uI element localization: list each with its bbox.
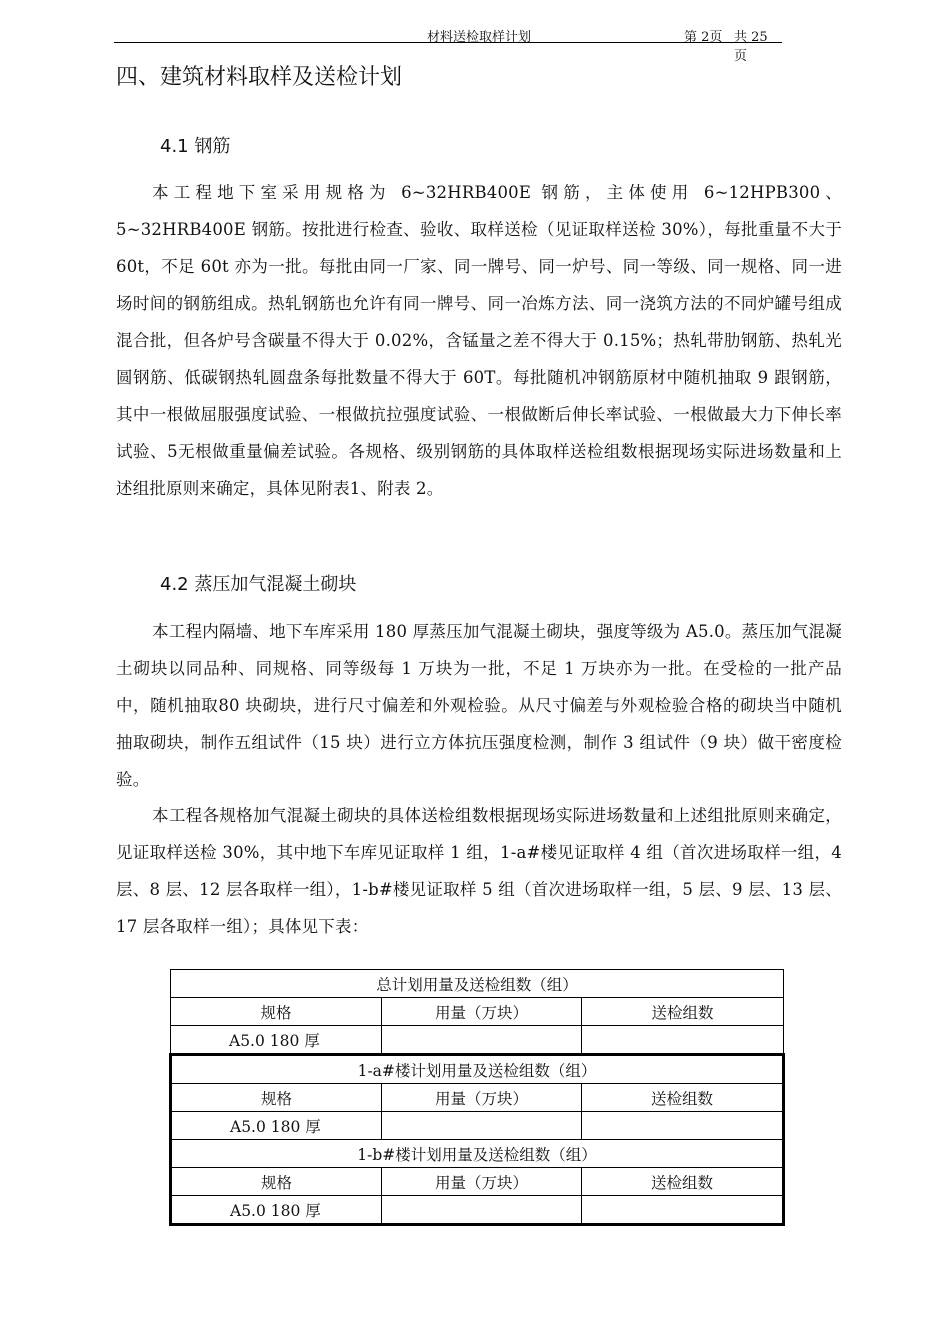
- column-header-spec: 规格: [171, 1168, 382, 1196]
- group-title: 总计划用量及送检组数（组）: [171, 970, 784, 998]
- sampling-plan-table: [169, 969, 785, 1226]
- table-row: [171, 1196, 784, 1225]
- table-row: [171, 1084, 784, 1112]
- column-header-amount: 用量（万块）: [382, 1084, 582, 1112]
- header-total-pages: 共 25 页: [734, 30, 768, 64]
- column-header-spec: 规格: [171, 998, 382, 1026]
- table-row: [171, 1140, 784, 1168]
- groups-cell: [582, 1112, 784, 1140]
- header-page-number: 第 2页: [684, 30, 723, 45]
- groups-cell: [582, 1026, 784, 1055]
- column-header-spec: 规格: [171, 1084, 382, 1112]
- table-row: [171, 1026, 784, 1055]
- table-row: [171, 1055, 784, 1084]
- table-row: [171, 998, 784, 1026]
- groups-cell: [582, 1196, 784, 1225]
- subsection-title-aac-block: 4.2 蒸压加气混凝土砌块: [160, 574, 357, 595]
- column-header-groups: 送检组数: [582, 998, 784, 1026]
- section-title: 四、建筑材料取样及送检计划: [116, 65, 403, 90]
- column-header-amount: 用量（万块）: [382, 998, 582, 1026]
- page-header: [114, 24, 782, 64]
- column-header-groups: 送检组数: [582, 1084, 784, 1112]
- column-header-amount: 用量（万块）: [382, 1168, 582, 1196]
- spec-cell: A5.0 180 厚: [171, 1026, 382, 1055]
- aac-block-paragraph-1: 本工程内隔墙、地下车库采用 180 厚蒸压加气混凝土砌块，强度等级为 A5.0。蒸压加气混凝土砌块以同品种、同规格、同等级每 1 万块为一批，不足 1 万块亦为一批。在受检的一批产品中，随机抽取80 块砌块，进行尺寸偏差和外观检验。从尺寸偏差与外观检验合格的砌块当中随机抽取砌块，制作五组试件（15 块）进行立方体抗压强度检测，制作 3 组试件（9 块）做干密度检验。: [116, 622, 842, 789]
- column-header-groups: 送检组数: [582, 1168, 784, 1196]
- spec-cell: A5.0 180 厚: [171, 1196, 382, 1225]
- amount-cell: [382, 1112, 582, 1140]
- aac-block-paragraph-2: 本工程各规格加气混凝土砌块的具体送检组数根据现场实际进场数量和上述组批原则来确定，见证取样送检 30%，其中地下车库见证取样 1 组，1-a#楼见证取样 4 组（首次进场取样一组，4 层、8 层、12 层各取样一组），1-b#楼见证取样 5 组（首次进场取样一组，5 层、9 层、13 层、17 层各取样一组）；具体见下表：: [116, 806, 842, 936]
- amount-cell: [382, 1196, 582, 1225]
- table-row: [171, 1168, 784, 1196]
- header-title: 材料送检取样计划: [427, 30, 532, 45]
- subsection-title-rebar: 4.1 钢筋: [160, 136, 231, 157]
- rebar-paragraph: 本工程地下室采用规格为 6~32HRB400E 钢筋，主体使用 6~12HPB300、5~32HRB400E 钢筋。按批进行检查、验收、取样送检（见证取样送检 30%），每批重量不大于 60t，不足 60t 亦为一批。每批由同一厂家、同一牌号、同一炉号、同一等级、同一规格、同一进场时间的钢筋组成。热轧钢筋也允许有同一牌号、同一冶炼方法、同一浇筑方法的不同炉罐号组成混合批，但各炉号含碳量不得大于 0.02%，含锰量之差不得大于 0.15%；热轧带肋钢筋、热轧光圆钢筋、低碳钢热轧圆盘条每批数量不得大于 60T。每批随机冲钢筋原材中随机抽取 9 跟钢筋，其中一根做屈服强度试验、一根做抗拉强度试验、一根做断后伸长率试验、一根做最大力下伸长率试验、5无根做重量偏差试验。各规格、级别钢筋的具体取样送检组数根据现场实际进场数量和上述组批原则来确定，具体见附表1、附表 2。: [116, 183, 842, 498]
- amount-cell: [382, 1026, 582, 1055]
- spec-cell: A5.0 180 厚: [171, 1112, 382, 1140]
- table-row: [171, 970, 784, 998]
- group-title: 1-a#楼计划用量及送检组数（组）: [171, 1055, 784, 1084]
- table-row: [171, 1112, 784, 1140]
- group-title: 1-b#楼计划用量及送检组数（组）: [171, 1140, 784, 1168]
